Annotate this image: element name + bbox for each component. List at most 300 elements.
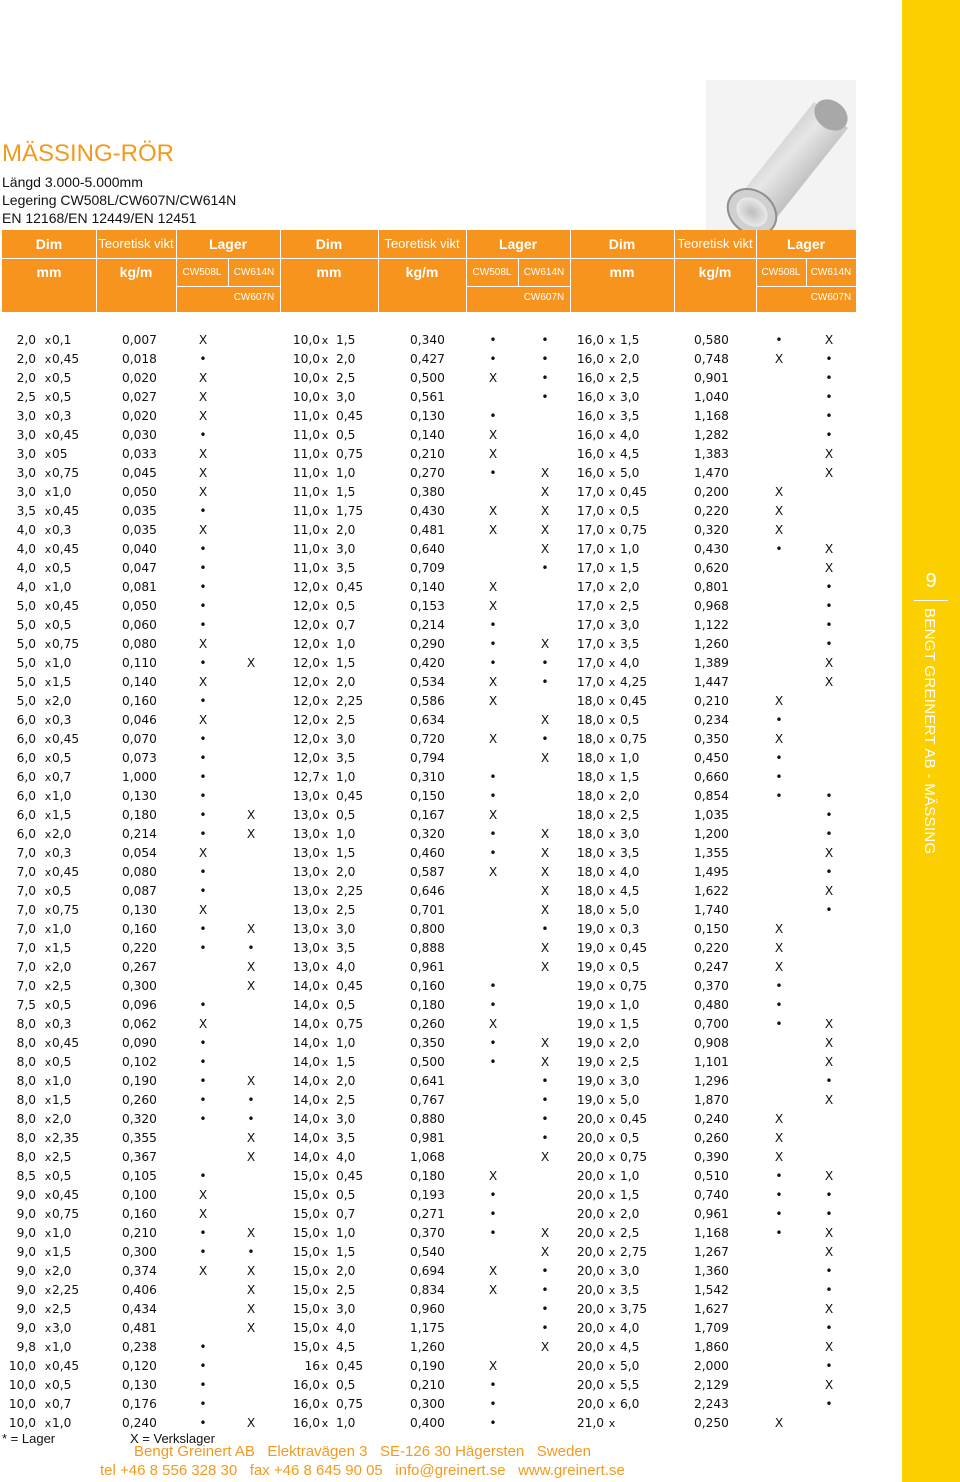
cell-outer-diameter: 19,0 <box>576 922 604 936</box>
cell-stock-cw508l: • <box>199 1036 207 1050</box>
table-row <box>0 939 900 958</box>
col-alloy-cw614n: CW614N <box>233 267 275 278</box>
cell-stock-cw508l: • <box>489 333 497 347</box>
cell-times-sign: x <box>321 1360 329 1373</box>
cell-stock-cw614n: X <box>824 1340 834 1354</box>
cell-wall-thickness: 2,0 <box>52 694 72 708</box>
cell-times-sign: x <box>321 1322 329 1335</box>
cell-stock-cw508l: • <box>199 1226 207 1240</box>
cell-weight: 0,210 <box>122 1226 157 1240</box>
cell-times-sign: x <box>44 923 52 936</box>
cell-stock-cw508l: X <box>488 732 498 746</box>
cell-weight: 0,193 <box>410 1188 445 1202</box>
sidebar-divider <box>914 600 948 601</box>
cell-weight: 0,968 <box>694 599 729 613</box>
cell-wall-thickness: 0,5 <box>52 751 72 765</box>
cell-times-sign: x <box>44 1189 52 1202</box>
table-row <box>0 1395 900 1414</box>
cell-stock-cw614n: X <box>540 865 550 879</box>
cell-weight: 0,160 <box>122 1207 157 1221</box>
cell-wall-thickness: 2,5 <box>52 979 72 993</box>
cell-stock-cw614n: • <box>825 409 833 423</box>
cell-times-sign: x <box>608 1417 616 1430</box>
cell-times-sign: x <box>321 1189 329 1202</box>
table-row <box>0 654 900 673</box>
cell-outer-diameter: 18,0 <box>576 789 604 803</box>
table-row <box>0 1281 900 1300</box>
cell-outer-diameter: 19,0 <box>576 1017 604 1031</box>
cell-times-sign: x <box>321 1018 329 1031</box>
cell-outer-diameter: 5,0 <box>16 599 36 613</box>
cell-times-sign: x <box>608 334 616 347</box>
cell-weight: 0,320 <box>694 523 729 537</box>
cell-stock-cw614n: • <box>541 1093 549 1107</box>
cell-times-sign: x <box>44 410 52 423</box>
cell-weight: 0,047 <box>122 561 157 575</box>
cell-stock-cw614n: • <box>541 656 549 670</box>
cell-outer-diameter: 7,0 <box>16 846 36 860</box>
cell-wall-thickness: 4,0 <box>620 865 640 879</box>
cell-stock-cw508l: • <box>489 656 497 670</box>
cell-times-sign: x <box>608 524 616 537</box>
cell-stock-cw614n: X <box>824 1226 834 1240</box>
cell-stock-cw614n: X <box>540 637 550 651</box>
cell-wall-thickness: 1,5 <box>620 333 640 347</box>
footer-fax: fax +46 8 645 90 05 <box>249 1462 383 1479</box>
cell-outer-diameter: 12,0 <box>292 675 320 689</box>
cell-stock-cw508l: X <box>488 1264 498 1278</box>
cell-wall-thickness: 0,5 <box>52 884 72 898</box>
cell-stock-cw614n: X <box>540 846 550 860</box>
cell-wall-thickness: 3,75 <box>620 1302 648 1316</box>
cell-wall-thickness: 3,0 <box>336 732 356 746</box>
cell-outer-diameter: 16,0 <box>576 447 604 461</box>
cell-wall-thickness: 1,0 <box>620 751 640 765</box>
cell-outer-diameter: 13,0 <box>292 941 320 955</box>
cell-times-sign: x <box>44 695 52 708</box>
cell-stock-cw508l: X <box>774 1416 784 1430</box>
length-line: Längd 3.000-5.000mm <box>2 174 143 190</box>
cell-stock-cw508l: X <box>488 1283 498 1297</box>
legend-stock: * = Lager <box>2 1431 56 1446</box>
cell-stock-cw508l: • <box>489 827 497 841</box>
cell-stock-cw508l: • <box>489 637 497 651</box>
cell-outer-diameter: 15,0 <box>292 1245 320 1259</box>
cell-wall-thickness: 2,5 <box>336 371 356 385</box>
cell-times-sign: x <box>44 353 52 366</box>
cell-times-sign: x <box>321 505 329 518</box>
table-row <box>0 996 900 1015</box>
cell-outer-diameter: 8,0 <box>16 1074 36 1088</box>
cell-weight: 0,400 <box>410 1416 445 1430</box>
cell-wall-thickness: 0,5 <box>336 599 356 613</box>
cell-times-sign: x <box>44 904 52 917</box>
cell-wall-thickness: 5,5 <box>620 1378 640 1392</box>
cell-stock-cw614n: • <box>825 580 833 594</box>
cell-weight: 0,300 <box>122 979 157 993</box>
cell-weight: 0,180 <box>410 998 445 1012</box>
cell-wall-thickness: 5,0 <box>620 466 640 480</box>
table-row <box>0 1148 900 1167</box>
cell-wall-thickness: 1,0 <box>52 1340 72 1354</box>
footer-country: Sweden <box>536 1443 592 1460</box>
cell-times-sign: x <box>44 714 52 727</box>
cell-wall-thickness: 2,5 <box>620 371 640 385</box>
cell-weight: 0,961 <box>410 960 445 974</box>
cell-times-sign: x <box>321 752 329 765</box>
cell-times-sign: x <box>44 942 52 955</box>
cell-times-sign: x <box>44 1208 52 1221</box>
cell-outer-diameter: 15,0 <box>292 1340 320 1354</box>
cell-wall-thickness: 1,0 <box>336 466 356 480</box>
cell-stock-cw508l: X <box>774 485 784 499</box>
cell-times-sign: x <box>44 885 52 898</box>
cell-weight: 0,480 <box>694 998 729 1012</box>
cell-wall-thickness: 0,3 <box>52 523 72 537</box>
cell-stock-cw508l: X <box>198 1207 208 1221</box>
table-row <box>0 920 900 939</box>
cell-outer-diameter: 12,0 <box>292 618 320 632</box>
cell-wall-thickness: 0,5 <box>620 1131 640 1145</box>
cell-weight: 0,140 <box>410 428 445 442</box>
cell-stock-cw614n: • <box>541 1264 549 1278</box>
cell-stock-cw614n: • <box>825 1074 833 1088</box>
cell-stock-cw508l: • <box>199 941 207 955</box>
col-alloy-cw607n: CW607N <box>810 292 852 303</box>
cell-weight: 0,214 <box>410 618 445 632</box>
cell-wall-thickness: 0,45 <box>620 941 648 955</box>
cell-wall-thickness: 1,5 <box>336 1055 356 1069</box>
cell-wall-thickness: 2,0 <box>620 789 640 803</box>
cell-times-sign: x <box>44 676 52 689</box>
table-row <box>0 502 900 521</box>
cell-weight: 1,709 <box>694 1321 729 1335</box>
cell-wall-thickness: 1,5 <box>52 1245 72 1259</box>
cell-weight: 0,260 <box>122 1093 157 1107</box>
cell-outer-diameter: 9,0 <box>16 1302 36 1316</box>
cell-weight: 0,096 <box>122 998 157 1012</box>
cell-outer-diameter: 13,0 <box>292 808 320 822</box>
cell-wall-thickness: 3,0 <box>620 1074 640 1088</box>
cell-times-sign: x <box>321 353 329 366</box>
cell-wall-thickness: 0,3 <box>52 409 72 423</box>
cell-stock-cw614n: • <box>825 808 833 822</box>
cell-times-sign: x <box>321 942 329 955</box>
cell-times-sign: x <box>321 1417 329 1430</box>
cell-wall-thickness: 0,5 <box>52 390 72 404</box>
cell-stock-cw614n: • <box>825 371 833 385</box>
cell-wall-thickness: 05 <box>52 447 68 461</box>
table-row <box>0 977 900 996</box>
cell-weight: 0,250 <box>694 1416 729 1430</box>
cell-times-sign: x <box>608 581 616 594</box>
cell-stock-cw508l: • <box>489 1397 497 1411</box>
cell-weight: 0,260 <box>410 1017 445 1031</box>
cell-times-sign: x <box>608 942 616 955</box>
cell-wall-thickness: 1,75 <box>336 504 364 518</box>
cell-outer-diameter: 6,0 <box>16 751 36 765</box>
table-row <box>0 521 900 540</box>
cell-outer-diameter: 13,0 <box>292 827 320 841</box>
cell-stock-cw614n: • <box>825 1321 833 1335</box>
cell-wall-thickness: 0,5 <box>336 1378 356 1392</box>
cell-outer-diameter: 12,7 <box>292 770 320 784</box>
cell-wall-thickness: 0,45 <box>52 542 80 556</box>
cell-weight: 0,046 <box>122 713 157 727</box>
cell-weight: 0,060 <box>122 618 157 632</box>
cell-stock-cw614n: X <box>540 713 550 727</box>
table-row <box>0 806 900 825</box>
cell-outer-diameter: 16,0 <box>576 428 604 442</box>
cell-wall-thickness: 0,3 <box>620 922 640 936</box>
cell-weight: 0,427 <box>410 352 445 366</box>
cell-weight: 0,210 <box>410 1378 445 1392</box>
cell-wall-thickness: 0,45 <box>52 732 80 746</box>
cell-stock-cw614n: X <box>540 1150 550 1164</box>
cell-weight: 0,150 <box>410 789 445 803</box>
cell-outer-diameter: 9,0 <box>16 1226 36 1240</box>
cell-times-sign: x <box>44 1379 52 1392</box>
table-row <box>0 787 900 806</box>
cell-stock-cw508l: X <box>774 523 784 537</box>
cell-outer-diameter: 4,0 <box>16 561 36 575</box>
cell-times-sign: x <box>44 752 52 765</box>
cell-weight: 0,050 <box>122 599 157 613</box>
cell-outer-diameter: 16,0 <box>576 466 604 480</box>
cell-stock-cw508l: • <box>489 998 497 1012</box>
cell-times-sign: x <box>44 1075 52 1088</box>
cell-outer-diameter: 20,0 <box>576 1188 604 1202</box>
table-row <box>0 483 900 502</box>
table-row <box>0 1167 900 1186</box>
table-row <box>0 616 900 635</box>
cell-weight: 0,180 <box>410 1169 445 1183</box>
cell-stock-cw614n: X <box>824 884 834 898</box>
cell-stock-cw614n: X <box>246 1131 256 1145</box>
cell-weight: 1,000 <box>122 770 157 784</box>
cell-stock-cw614n: • <box>825 903 833 917</box>
cell-weight: 0,210 <box>694 694 729 708</box>
cell-weight: 0,260 <box>694 1131 729 1145</box>
cell-wall-thickness: 0,1 <box>52 333 72 347</box>
table-row <box>0 711 900 730</box>
cell-wall-thickness: 2,5 <box>336 1283 356 1297</box>
cell-stock-cw508l: • <box>489 618 497 632</box>
cell-stock-cw508l: • <box>775 789 783 803</box>
cell-times-sign: x <box>608 1341 616 1354</box>
cell-wall-thickness: 2,5 <box>52 1150 72 1164</box>
cell-stock-cw508l: X <box>774 732 784 746</box>
cell-weight: 1,282 <box>694 428 729 442</box>
cell-weight: 1,200 <box>694 827 729 841</box>
cell-wall-thickness: 2,25 <box>336 884 364 898</box>
cell-weight: 0,320 <box>122 1112 157 1126</box>
table-row <box>0 958 900 977</box>
cell-outer-diameter: 8,5 <box>16 1169 36 1183</box>
cell-outer-diameter: 17,0 <box>576 618 604 632</box>
cell-times-sign: x <box>608 828 616 841</box>
table-row <box>0 1053 900 1072</box>
cell-times-sign: x <box>44 1360 52 1373</box>
cell-outer-diameter: 17,0 <box>576 675 604 689</box>
cell-times-sign: x <box>44 847 52 860</box>
cell-stock-cw614n: • <box>825 637 833 651</box>
cell-wall-thickness: 3,0 <box>336 542 356 556</box>
cell-outer-diameter: 11,0 <box>292 485 320 499</box>
cell-wall-thickness: 0,75 <box>52 466 80 480</box>
cell-times-sign: x <box>44 334 52 347</box>
cell-outer-diameter: 17,0 <box>576 542 604 556</box>
cell-weight: 0,247 <box>694 960 729 974</box>
cell-outer-diameter: 20,0 <box>576 1207 604 1221</box>
cell-times-sign: x <box>321 676 329 689</box>
cell-stock-cw508l: • <box>199 1416 207 1430</box>
cell-times-sign: x <box>44 1398 52 1411</box>
cell-stock-cw508l: X <box>774 504 784 518</box>
cell-weight: 1,122 <box>694 618 729 632</box>
cell-stock-cw614n: X <box>824 1093 834 1107</box>
cell-weight: 1,267 <box>694 1245 729 1259</box>
cell-outer-diameter: 14,0 <box>292 1093 320 1107</box>
cell-stock-cw614n: • <box>825 390 833 404</box>
cell-wall-thickness: 3,5 <box>620 1283 640 1297</box>
cell-times-sign: x <box>608 391 616 404</box>
cell-outer-diameter: 20,0 <box>576 1302 604 1316</box>
cell-weight: 0,070 <box>122 732 157 746</box>
cell-wall-thickness: 1,0 <box>336 1036 356 1050</box>
cell-outer-diameter: 11,0 <box>292 466 320 480</box>
cell-weight: 1,470 <box>694 466 729 480</box>
cell-times-sign: x <box>608 866 616 879</box>
cell-weight: 0,901 <box>694 371 729 385</box>
cell-stock-cw508l: • <box>489 466 497 480</box>
cell-weight: 0,062 <box>122 1017 157 1031</box>
cell-stock-cw508l: • <box>489 789 497 803</box>
cell-times-sign: x <box>321 1037 329 1050</box>
cell-outer-diameter: 15,0 <box>292 1207 320 1221</box>
footer-contact <box>100 1462 625 1479</box>
cell-stock-cw614n: X <box>246 1283 256 1297</box>
cell-times-sign: x <box>321 391 329 404</box>
cell-times-sign: x <box>44 486 52 499</box>
cell-outer-diameter: 19,0 <box>576 998 604 1012</box>
cell-outer-diameter: 7,0 <box>16 903 36 917</box>
cell-outer-diameter: 8,0 <box>16 1131 36 1145</box>
cell-stock-cw614n: • <box>541 1283 549 1297</box>
cell-weight: 0,130 <box>410 409 445 423</box>
cell-wall-thickness: 1,0 <box>52 580 72 594</box>
cell-outer-diameter: 11,0 <box>292 504 320 518</box>
cell-times-sign: x <box>608 467 616 480</box>
cell-times-sign: x <box>44 372 52 385</box>
cell-times-sign: x <box>608 1056 616 1069</box>
cell-times-sign: x <box>321 714 329 727</box>
cell-weight: 0,007 <box>122 333 157 347</box>
cell-outer-diameter: 11,0 <box>292 523 320 537</box>
cell-times-sign: x <box>608 1284 616 1297</box>
cell-outer-diameter: 12,0 <box>292 751 320 765</box>
cell-stock-cw614n: • <box>825 1188 833 1202</box>
page-title: MÄSSING-RÖR <box>2 140 175 167</box>
table-row <box>0 1186 900 1205</box>
cell-stock-cw614n: • <box>541 352 549 366</box>
cell-weight: 0,087 <box>122 884 157 898</box>
cell-wall-thickness: 2,5 <box>620 599 640 613</box>
cell-outer-diameter: 19,0 <box>576 1055 604 1069</box>
cell-weight: 0,350 <box>694 732 729 746</box>
cell-outer-diameter: 13,0 <box>292 922 320 936</box>
cell-times-sign: x <box>321 1151 329 1164</box>
cell-stock-cw508l: • <box>199 827 207 841</box>
cell-weight: 0,160 <box>410 979 445 993</box>
cell-wall-thickness: 2,0 <box>336 1264 356 1278</box>
table-row <box>0 692 900 711</box>
page-number: 9 <box>925 570 937 592</box>
cell-times-sign: x <box>321 638 329 651</box>
cell-times-sign: x <box>608 486 616 499</box>
table-row <box>0 844 900 863</box>
cell-wall-thickness: 3,0 <box>336 1112 356 1126</box>
cell-weight: 0,430 <box>410 504 445 518</box>
cell-times-sign: x <box>44 1170 52 1183</box>
cell-weight: 0,153 <box>410 599 445 613</box>
cell-wall-thickness: 0,75 <box>52 1207 80 1221</box>
cell-weight: 0,290 <box>410 637 445 651</box>
cell-stock-cw614n: X <box>246 1150 256 1164</box>
cell-wall-thickness: 4,0 <box>620 1321 640 1335</box>
cell-outer-diameter: 16,0 <box>576 352 604 366</box>
footer-email[interactable]: info@greinert.se <box>395 1462 506 1479</box>
standard-line: EN 12168/EN 12449/EN 12451 <box>2 210 197 226</box>
header-divider <box>176 286 280 287</box>
col-dim-unit: mm <box>36 264 62 280</box>
footer-website[interactable]: www.greinert.se <box>518 1462 625 1479</box>
cell-stock-cw614n: • <box>541 1321 549 1335</box>
cell-weight: 1,870 <box>694 1093 729 1107</box>
cell-stock-cw508l: • <box>199 1340 207 1354</box>
table-row <box>0 1376 900 1395</box>
cell-wall-thickness: 2,75 <box>620 1245 648 1259</box>
cell-wall-thickness: 4,0 <box>620 656 640 670</box>
cell-outer-diameter: 6,0 <box>16 808 36 822</box>
table-row <box>0 730 900 749</box>
cell-wall-thickness: 0,45 <box>52 1359 80 1373</box>
cell-stock-cw614n: X <box>824 561 834 575</box>
cell-times-sign: x <box>44 1417 52 1430</box>
cell-weight: 0,634 <box>410 713 445 727</box>
cell-outer-diameter: 16,0 <box>576 390 604 404</box>
cell-times-sign: x <box>321 1341 329 1354</box>
cell-outer-diameter: 14,0 <box>292 1112 320 1126</box>
cell-stock-cw508l: • <box>199 789 207 803</box>
cell-stock-cw614n: X <box>246 979 256 993</box>
cell-outer-diameter: 14,0 <box>292 998 320 1012</box>
cell-stock-cw614n: X <box>540 751 550 765</box>
cell-outer-diameter: 17,0 <box>576 656 604 670</box>
cell-weight: 0,709 <box>410 561 445 575</box>
cell-weight: 0,561 <box>410 390 445 404</box>
cell-weight: 1,040 <box>694 390 729 404</box>
cell-outer-diameter: 14,0 <box>292 1036 320 1050</box>
cell-wall-thickness: 1,0 <box>336 827 356 841</box>
cell-times-sign: x <box>321 1132 329 1145</box>
cell-times-sign: x <box>608 904 616 917</box>
cell-times-sign: x <box>608 1113 616 1126</box>
cell-times-sign: x <box>321 1303 329 1316</box>
cell-wall-thickness: 0,45 <box>620 694 648 708</box>
cell-outer-diameter: 20,0 <box>576 1245 604 1259</box>
cell-outer-diameter: 2,5 <box>16 390 36 404</box>
